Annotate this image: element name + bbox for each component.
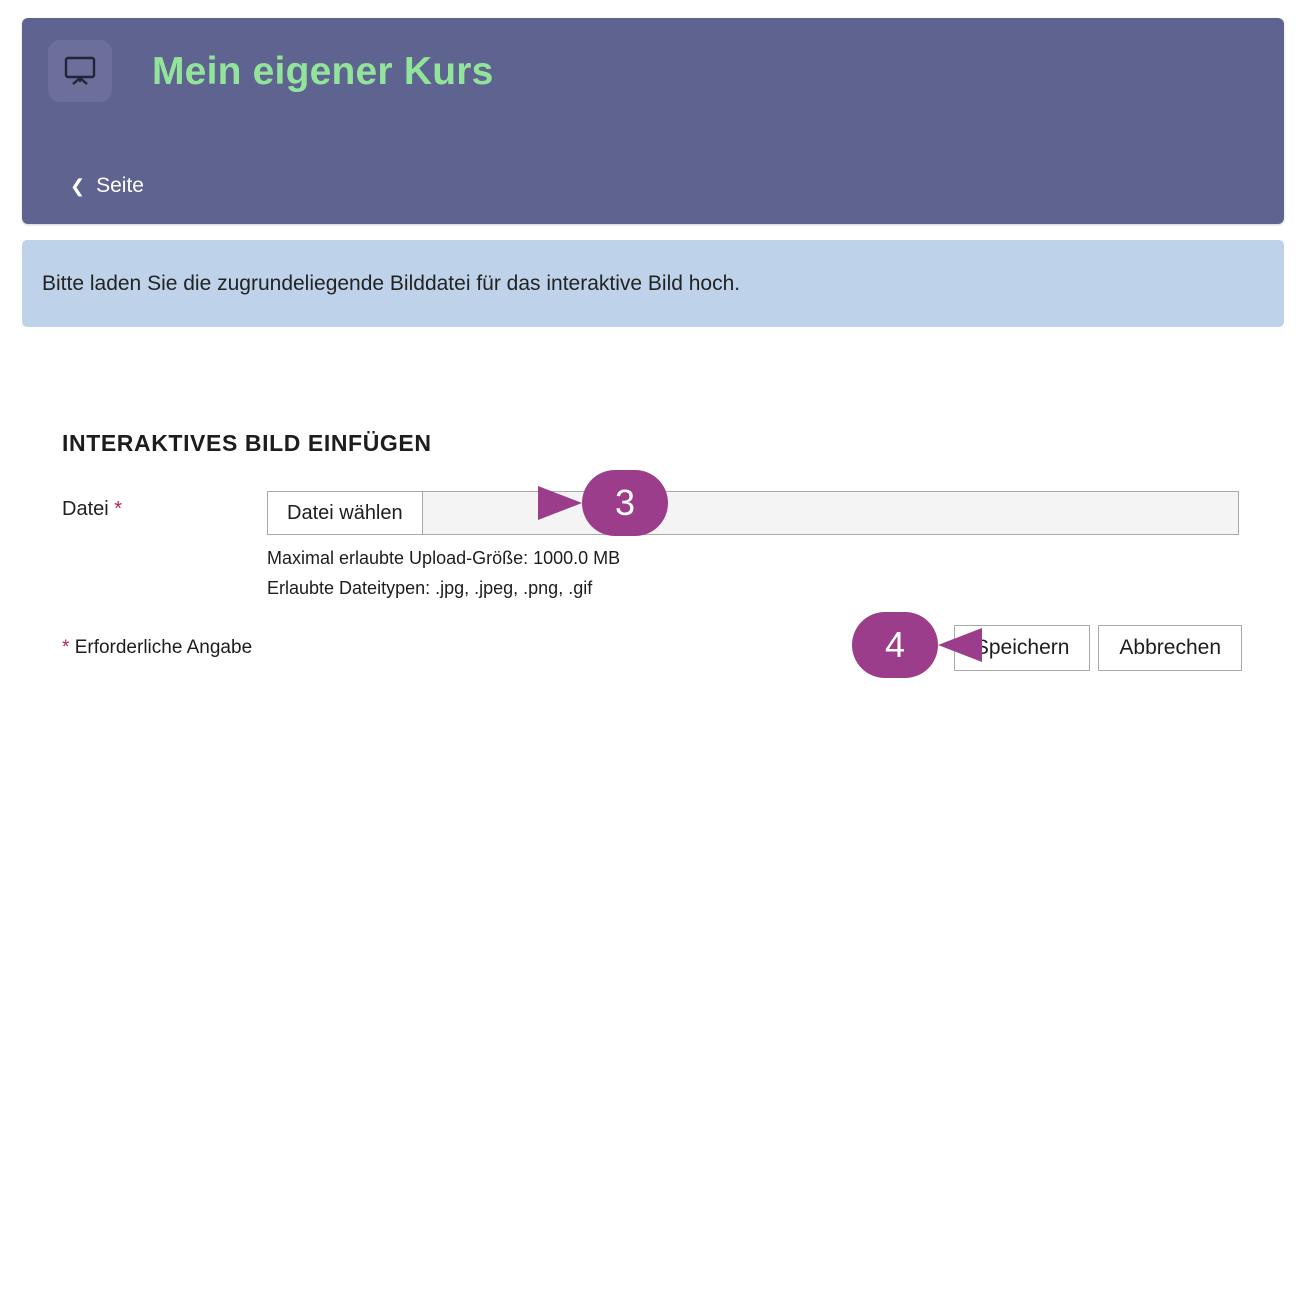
chevron-left-icon: ❮ (70, 175, 86, 196)
max-upload-size-hint: Maximal erlaubte Upload-Größe: 1000.0 MB (267, 548, 621, 568)
file-field-label-text: Datei (62, 498, 109, 520)
callout-number: 3 (582, 470, 668, 536)
form-action-buttons (954, 625, 1242, 671)
required-asterisk: * (114, 498, 123, 520)
callout-number: 4 (852, 612, 938, 678)
file-name-display[interactable] (423, 492, 1238, 534)
page-container (22, 18, 1284, 327)
file-input[interactable] (267, 491, 1239, 535)
presentation-board-icon (48, 40, 112, 102)
info-banner (22, 240, 1284, 327)
file-field-label (62, 491, 267, 521)
required-note-text: Erforderliche Angabe (74, 637, 253, 659)
required-field-note (62, 637, 252, 659)
save-button[interactable]: Speichern (954, 625, 1091, 671)
cancel-button[interactable]: Abbrechen (1098, 625, 1242, 671)
form-footer (62, 625, 1242, 671)
required-note-asterisk: * (62, 637, 70, 659)
header-top-row (48, 40, 1258, 102)
file-field-row (62, 491, 1242, 601)
breadcrumb-label: Seite (96, 174, 144, 197)
insert-interactive-image-form (62, 430, 1242, 601)
choose-file-button[interactable]: Datei wählen (268, 492, 423, 534)
info-banner-text: Bitte laden Sie die zugrundeliegende Bilddatei für das interaktive Bild hoch. (42, 271, 741, 295)
breadcrumb[interactable] (70, 175, 144, 196)
file-field-control (267, 491, 1242, 601)
app-header (22, 18, 1284, 224)
page-title: Mein eigener Kurs (152, 49, 494, 93)
allowed-file-types-hint: Erlaubte Dateitypen: .jpg, .jpeg, .png, .gif (267, 578, 593, 599)
section-title: INTERAKTIVES BILD EINFÜGEN (62, 430, 432, 456)
